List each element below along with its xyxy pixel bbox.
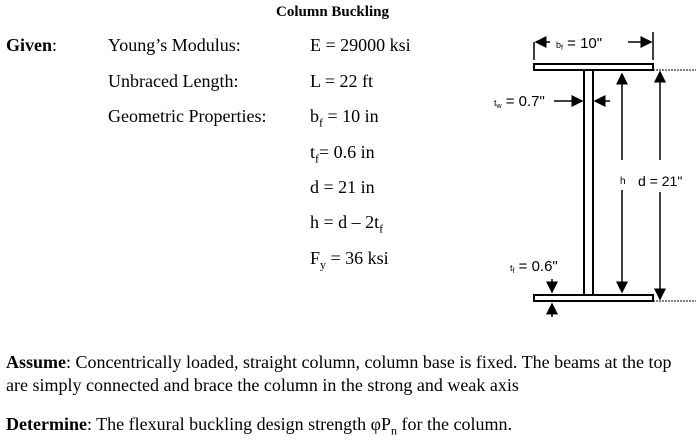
value-bf: $b_f = 10$ in (310, 106, 379, 130)
page-title: Column Buckling (276, 4, 389, 20)
web (584, 70, 593, 295)
determine-paragraph: Determine: The flexural buckling design strength $\varphi P_n$ for the column. (6, 414, 512, 438)
tw-dimension-label: tw = 0.7" (494, 93, 545, 110)
assume-paragraph: Assume: Concentrically loaded, straight column, column base is fixed. The beams at the top are simply connected and brace the column in the strong and weak axis (6, 352, 672, 395)
value-E: E = 29000 ksi (310, 35, 411, 55)
given-heading: Given: (6, 35, 58, 55)
bottom-flange (534, 295, 653, 301)
label-geometric-properties: Geometric Properties: (108, 106, 267, 126)
value-L: L = 22 ft (310, 71, 373, 91)
d-dimension-label: d = 21" (638, 173, 683, 189)
value-d: d = 21 in (310, 177, 375, 197)
tf-dimension-label: tf = 0.6" (510, 258, 558, 275)
label-youngs-modulus: Young’s Modulus: (108, 35, 241, 55)
value-tf: $t_f= 0.6$ in (310, 142, 375, 166)
ibeam-figure (470, 20, 700, 320)
value-Fy: $F_y = 36$ ksi (310, 248, 389, 272)
h-dimension-label: h (620, 176, 626, 187)
value-h: $h = d - 2t_f$ (310, 212, 384, 236)
label-unbraced-length: Unbraced Length: (108, 71, 239, 91)
bf-dimension-label: bf = 10" (556, 35, 603, 52)
